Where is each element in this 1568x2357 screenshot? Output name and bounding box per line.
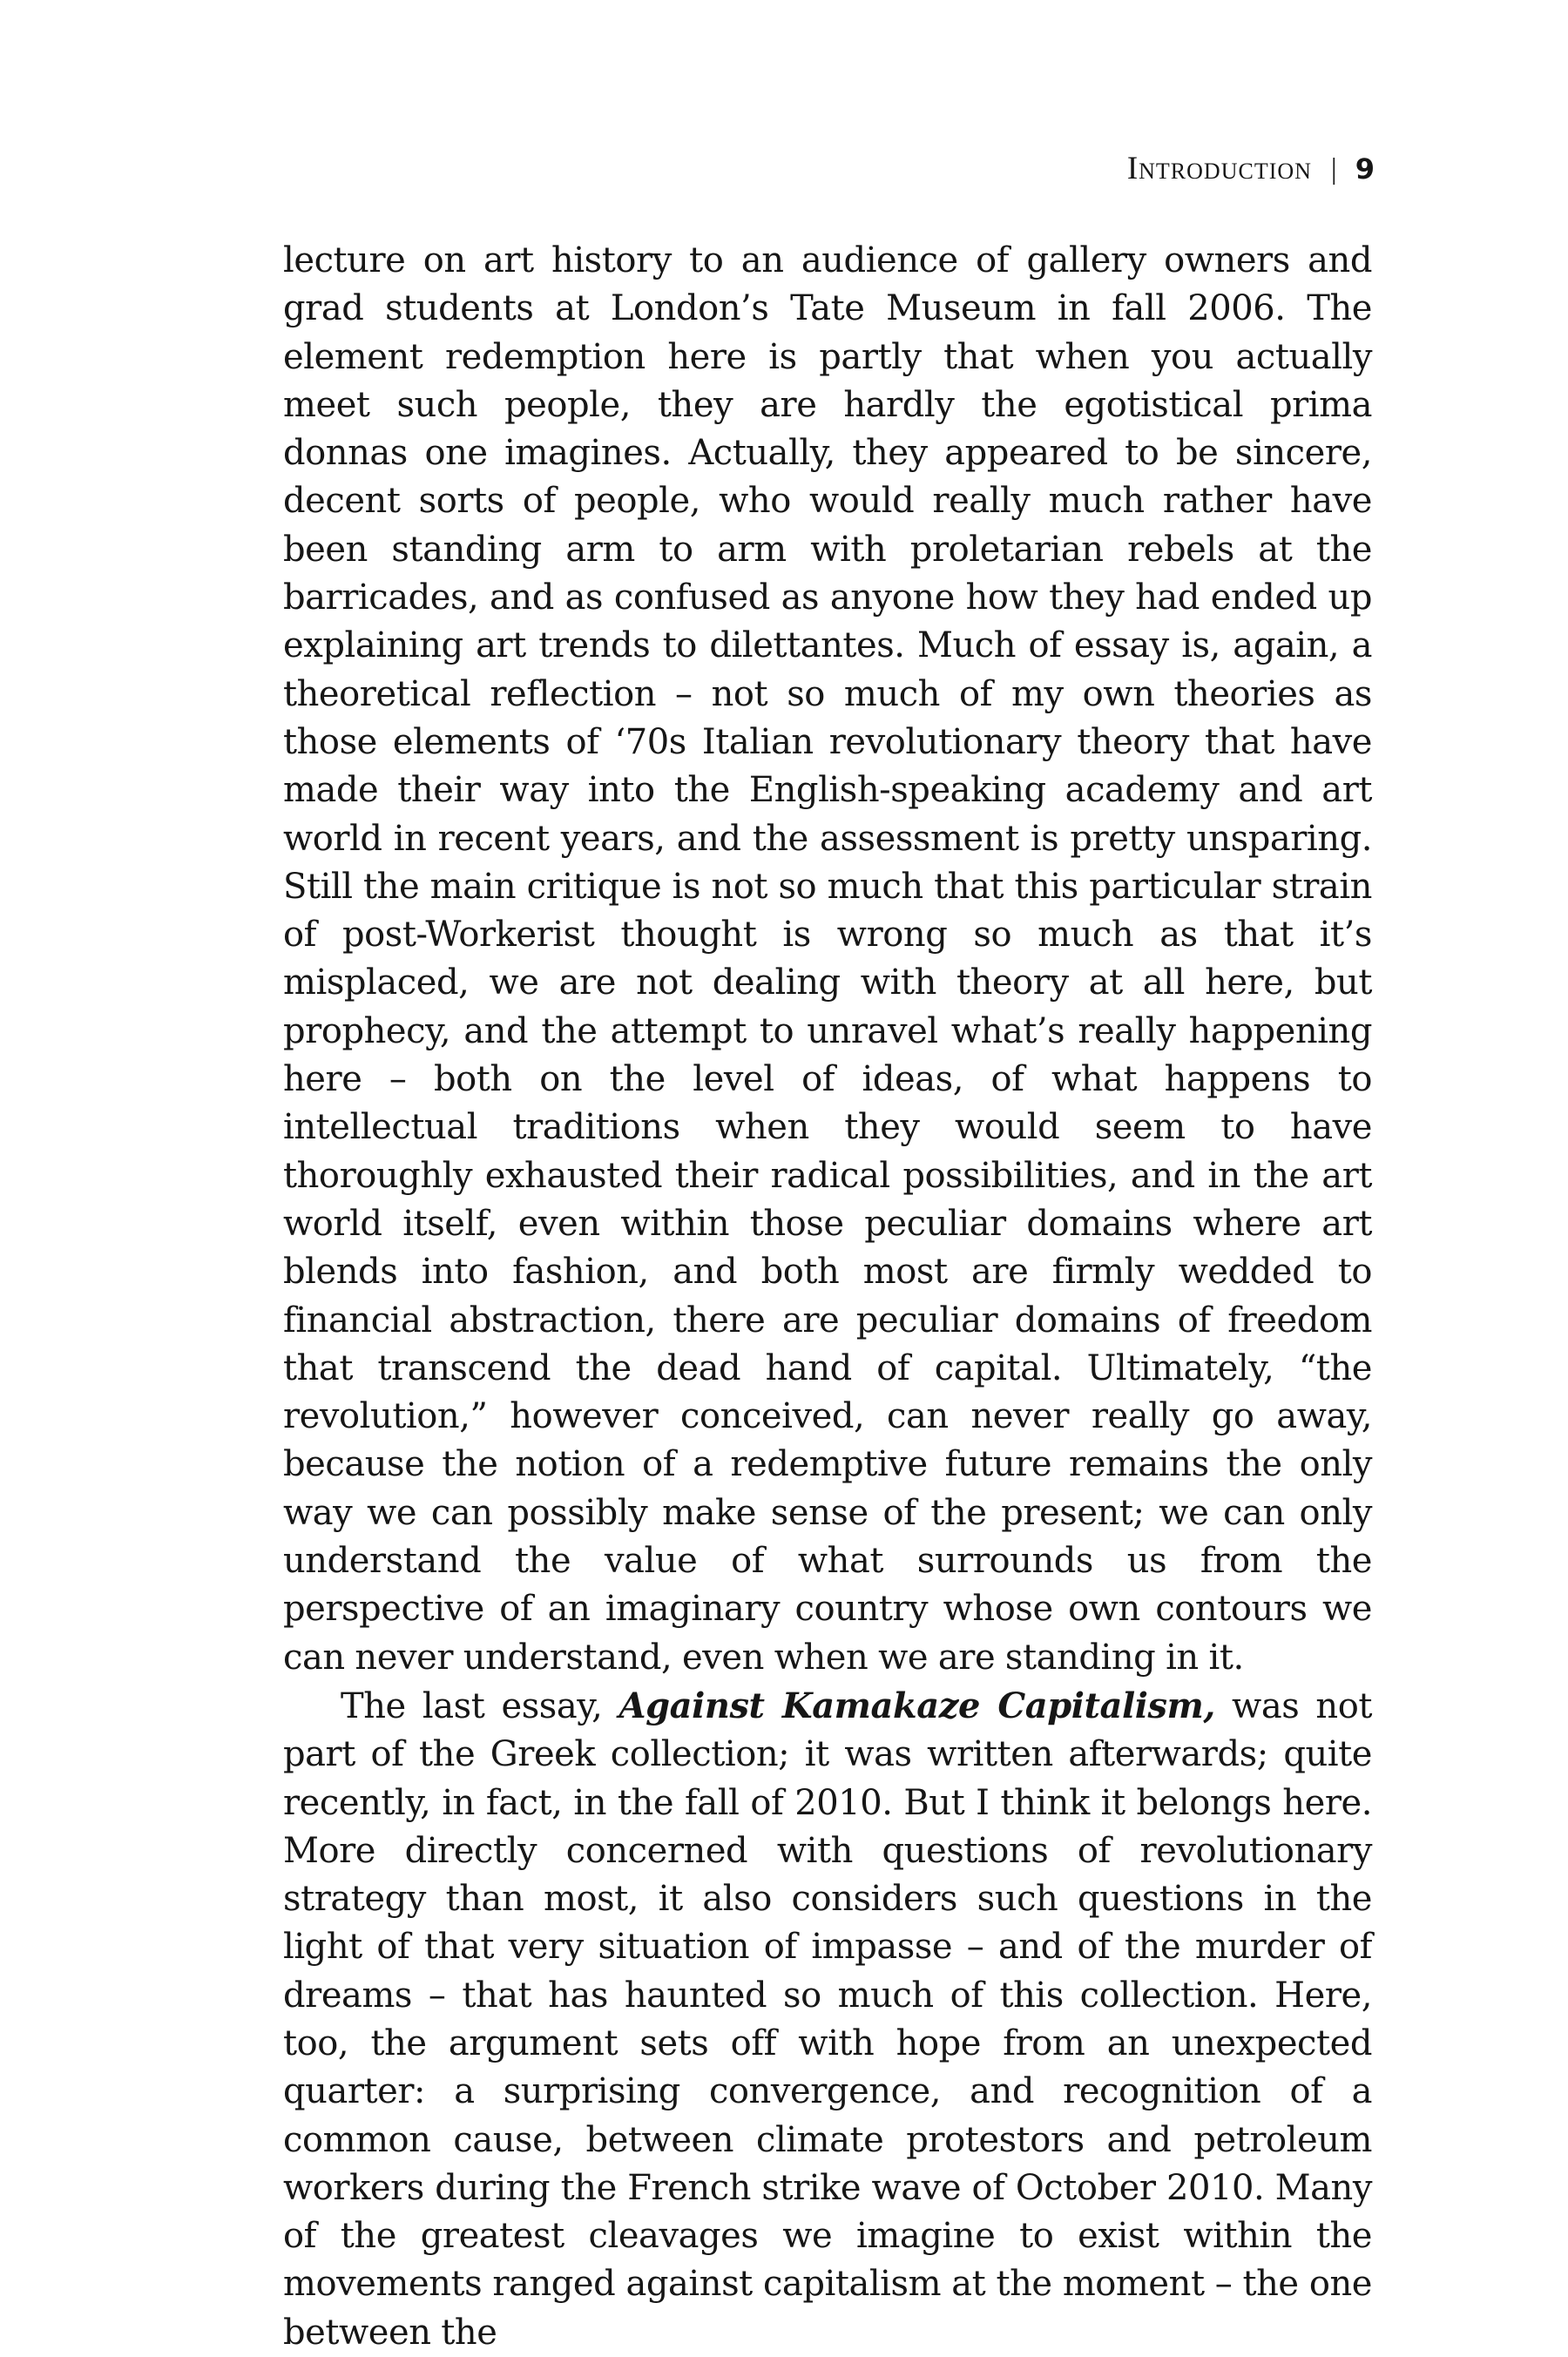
paragraph-1: lecture on art history to an audience of gallery owners and grad students at London’s Tate Museum in fall 2006. The element redemption here is partly that when you actually meet such people, they are hardly the egotistical prima donnas one imagines. Actually, they appeared to be sincere, decent sorts of people, who would really much rather have been standing arm to arm with proletarian rebels at the barricades, and as confused as anyone how they had ended up explaining art trends to dilettantes. Much of essay is, again, a theoretical reflection – not so much of my own theories as those elements of ‘70s Italian revolutionary theory that have made their way into the English-speaking academy and art world in recent years, and the assessment is pretty unsparing. Still the main critique is not so much that this particular strain of post-Workerist thought is wrong so much as that it’s misplaced, we are not dealing with theory at all here, but prophecy, and the attempt to unravel what’s really happening here – both on the level of ideas, of what happens to intellectual traditions when they would seem to have thoroughly exhausted their radical possibilities, and in the art world itself, even within those peculiar domains where art blends into fashion, and both most are firmly wedded to financial abstraction, there are peculiar domains of freedom that transcend the dead hand of capital. Ultimately, “the revolution,” however conceived, can never really go away, because the notion of a redemptive future remains the only way we can possibly make sense of the present; we can only understand the value of what surrounds us from the perspective of an imaginary country whose own contours we can never understand, even when we are standing in it. — [283, 240, 1372, 1678]
page-number: 9 — [1355, 152, 1375, 186]
paragraph-2-lead: The last essay, — [341, 1685, 619, 1726]
chapter-title: Introduction — [1126, 151, 1312, 186]
header-separator: | — [1330, 153, 1338, 186]
paragraph-2 — [283, 1682, 1372, 2357]
running-head — [1127, 150, 1375, 187]
essay-title: Against Kamakaze Capitalism, — [618, 1685, 1215, 1726]
body-text — [283, 237, 1372, 2357]
paragraph-2-rest: was not part of the Greek collection; it was written afterwards; quite recently, in fact, in the fall of 2010. But I think it belongs here. More directly concerned with questions of revolutionary strategy than most, it also considers such questions in the light of that very situation of impasse – and of the murder of dreams – that has haunted so much of this collection. Here, too, the argument sets off with hope from an unexpected quarter: a surprising convergence, and recognition of a common cause, between climate protestors and petroleum workers during the French strike wave of October 2010. Many of the greatest cleavages we imagine to exist within the movements ranged against capitalism at the moment – the one between the — [283, 1685, 1372, 2353]
